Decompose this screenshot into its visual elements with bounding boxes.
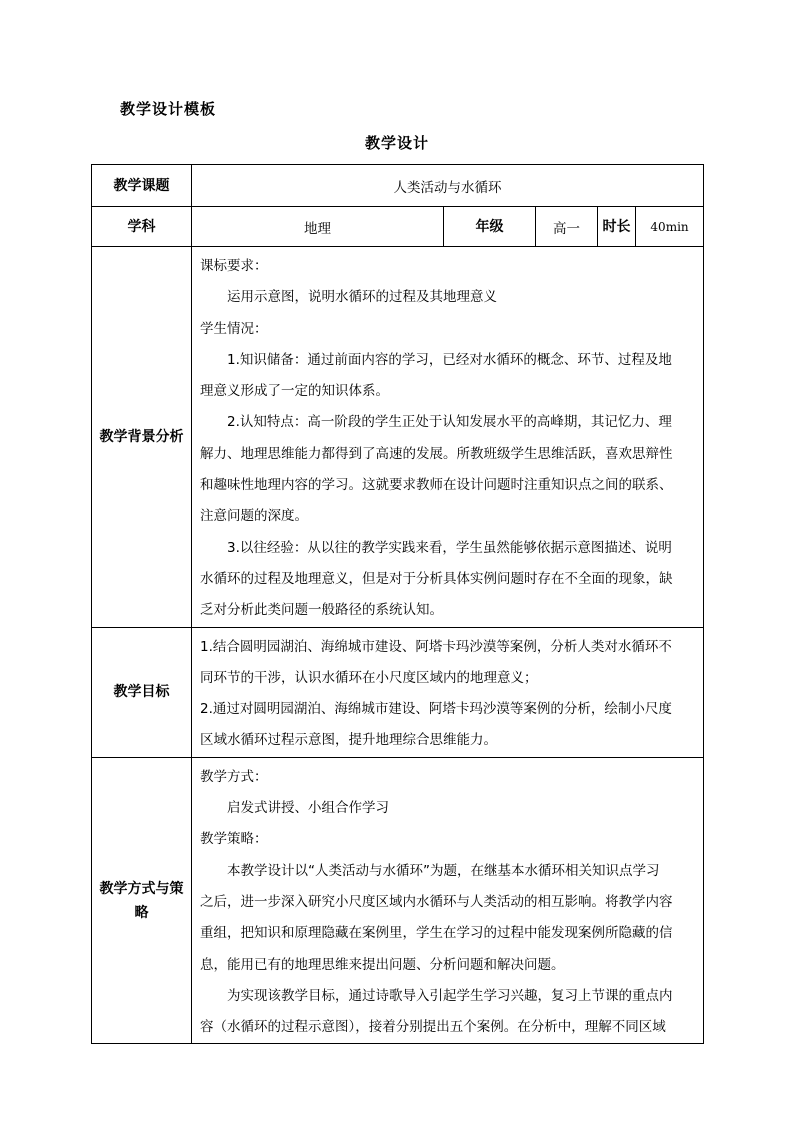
document-title: 教学设计 [364,134,429,152]
methods-label-line: 略 [134,904,149,921]
background-line: 理意义形成了一定的知识体系。 [200,383,389,400]
duration-value: 40min [636,207,704,247]
objective-line: 2.通过对圆明园湖泊、海绵城市建设、阿塔卡玛沙漠等案例的分析，绘制小尺度 [200,701,672,718]
objectives-content [192,627,704,757]
method-line: 教学策略： [200,831,268,848]
grade-label: 年级 [444,207,536,247]
background-line: 运用示意图，说明水循环的过程及其地理意义 [227,289,497,306]
objective-line: 同环节的干涉，认识水循环在小尺度区域内的地理意义； [200,669,538,686]
background-line: 乏对分析此类问题一般路径的系统认知。 [200,602,443,619]
method-line: 为实现该教学目标，通过诗歌导入引起学生学习兴趣，复习上节课的重点内 [227,987,673,1004]
topic-label: 教学课题 [92,165,192,207]
background-line: 水循环的过程及地理意义，但是对于分析具体实例问题时存在不全面的现象，缺 [200,570,673,587]
background-row [92,247,704,628]
background-line: 1.知识储备：通过前面内容的学习，已经对水循环的概念、环节、过程及地 [227,351,672,368]
background-line: 和趣味性地理内容的学习。这就要求教师在设计问题时注重知识点之间的联系、 [200,477,673,494]
topic-row [92,165,704,207]
methods-row [92,757,704,1044]
subject-label: 学科 [92,207,192,247]
background-line: 注意问题的深度。 [200,508,308,525]
background-line: 3.以往经验：从以往的教学实践来看，学生虽然能够依据示意图描述、说明 [227,539,672,556]
background-line: 学生情况： [200,320,268,337]
template-title: 教学设计模板 [120,100,217,118]
method-line: 容（水循环的过程示意图），接着分别提出五个案例。在分析中，理解不同区域 [200,1019,666,1036]
subject-value: 地理 [192,207,444,247]
objective-line: 区域水循环过程示意图，提升地理综合思维能力。 [200,732,497,749]
background-label: 教学背景分析 [92,247,192,628]
method-line: 本教学设计以“人类活动与水循环”为题，在继基本水循环相关知识点学习 [227,862,660,879]
objective-line: 1.结合圆明园湖泊、海绵城市建设、阿塔卡玛沙漠等案例，分析人类对水循环不 [200,638,672,655]
background-line: 解力、地理思维能力都得到了高速的发展。所教班级学生思维活跃，喜欢思辩性 [200,445,673,462]
methods-content [192,757,704,1044]
methods-label-line: 教学方式与策 [99,880,184,897]
objectives-label: 教学目标 [92,627,192,757]
background-content [192,247,704,628]
method-line: 重组，把知识和原理隐藏在案例里，学生在学习的过程中能发现案例所隐藏的信 [200,925,673,942]
method-line: 之后，进一步深入研究小尺度区域内水循环与人类活动的相互影响。将教学内容 [200,893,673,910]
method-line: 息，能用已有的地理思维来提出问题、分析问题和解决问题。 [200,956,565,973]
grade-value: 高一 [536,207,598,247]
subject-row [92,207,704,247]
duration-label: 时长 [598,207,636,247]
objectives-row [92,627,704,757]
background-line: 2.认知特点：高一阶段的学生正处于认知发展水平的高峰期，其记忆力、理 [227,414,672,431]
background-line: 课标要求： [200,258,268,274]
topic-value: 人类活动与水循环 [192,165,704,207]
method-line: 启发式讲授、小组合作学习 [227,800,389,817]
lesson-plan-table [91,164,704,1044]
method-line: 教学方式： [200,768,268,785]
methods-label [92,757,192,1044]
